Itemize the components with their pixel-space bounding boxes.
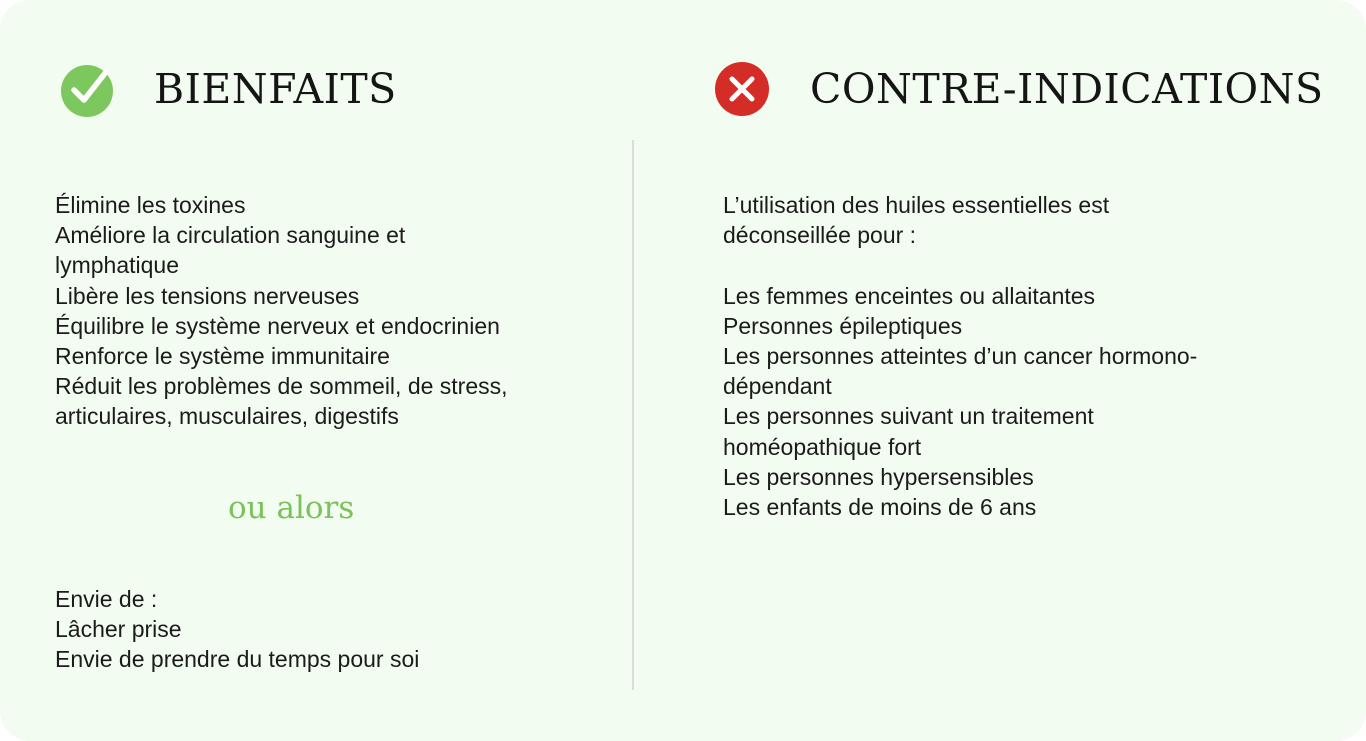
benefit-item: Renforce le système immunitaire: [55, 343, 390, 370]
benefit-item: articulaires, musculaires, digestifs: [55, 403, 399, 430]
benefit-item: Améliore la circulation sanguine et: [55, 222, 406, 249]
contraindications-list: [723, 190, 1197, 522]
contraindication-item: homéopathique fort: [723, 433, 922, 460]
benefit-item: Réduit les problèmes de sommeil, de stress,: [55, 373, 508, 400]
contraindications-intro: L’utilisation des huiles essentielles est: [723, 192, 1110, 218]
contraindications-intro: déconseillée pour :: [723, 222, 917, 249]
spacer: [723, 250, 1197, 280]
benefits-heading: [60, 58, 397, 120]
check-circle-icon: [60, 61, 116, 117]
contraindication-item: Les enfants de moins de 6 ans: [723, 494, 1037, 521]
benefits-title: BIENFAITS: [154, 65, 397, 113]
cravings-item: Envie de :: [55, 586, 158, 612]
cross-circle-icon: [714, 61, 770, 117]
contraindication-item: Les personnes atteintes d’un cancer hormono-: [723, 343, 1198, 369]
cravings-item: Lâcher prise: [55, 616, 182, 643]
benefit-item: Équilibre le système nerveux et endocrinien: [55, 312, 500, 339]
cravings-list: [55, 584, 419, 675]
benefit-item: lymphatique: [55, 252, 180, 279]
contraindication-item: Les personnes suivant un traitement: [723, 403, 1094, 430]
contraindications-heading: [714, 58, 1324, 120]
contraindication-item: dépendant: [723, 373, 832, 400]
contraindication-item: Les femmes enceintes ou allaitantes: [723, 282, 1096, 309]
contraindications-title: CONTRE-INDICATIONS: [810, 65, 1324, 113]
cravings-item: Envie de prendre du temps pour soi: [55, 646, 420, 673]
benefit-item: Libère les tensions nerveuses: [55, 282, 360, 309]
contraindication-item: Les personnes hypersensibles: [723, 463, 1034, 490]
contraindication-item: Personnes épileptiques: [723, 312, 963, 339]
or-separator: ou alors: [228, 490, 355, 526]
benefits-list: [55, 190, 508, 432]
benefit-item: Élimine les toxines: [55, 192, 246, 218]
column-divider: [632, 140, 634, 690]
